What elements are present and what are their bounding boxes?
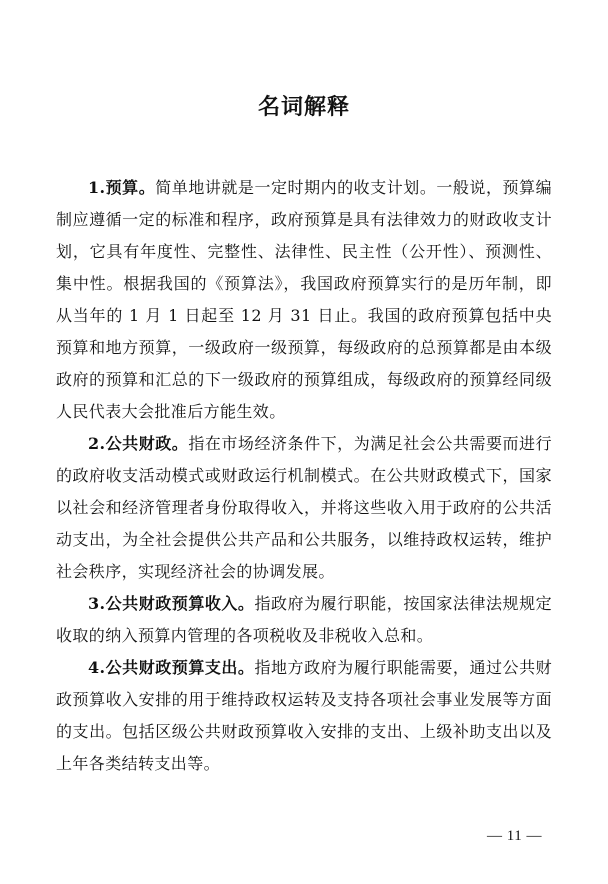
glossary-entry-budget: [56, 172, 552, 428]
entry-term: 2.公共财政。: [88, 434, 189, 453]
glossary-entry-public-budget-revenue: [56, 588, 552, 652]
page-number: — 11 —: [487, 828, 542, 844]
glossary-entries: [56, 172, 552, 780]
entry-body: 指政府为履行职能，按国家法律法规规定收取的纳入预算内管理的各项税收及非税收入总和。: [56, 594, 553, 645]
glossary-entry-public-budget-expenditure: [56, 652, 552, 780]
entry-term: 1.预算。: [88, 178, 156, 197]
entry-term: 4.公共财政预算支出。: [88, 658, 255, 677]
entry-body: 指地方政府为履行职能需要，通过公共财政预算收入安排的用于维持政权运转及支持各项社会事业发展等方面的支出。包括区级公共财政预算收入安排的支出、上级补助支出以及上年各类结转支出等。: [56, 658, 553, 773]
entry-body: 简单地讲就是一定时期内的收支计划。一般说，预算编制应遵循一定的标准和程序，政府预算是具有法律效力的财政收支计划，它具有年度性、完整性、法律性、民主性（公开性）、预测性、集中性。根据我国的《预算法》，我国政府预算实行的是历年制，即从当年的 1 月 1 日起至 12 月 31 日止。我国的政府预算包括中央预算和地方预算，一级政府一级预算，每级政府的总预算都是由本级政府的预算和汇总的下一级政府的预算组成，每级政府的预算经同级人民代表大会批准后方能生效。: [56, 178, 552, 421]
entry-body: 指在市场经济条件下，为满足社会公共需要而进行的政府收支活动模式或财政运行机制模式。在公共财政模式下，国家以社会和经济管理者身份取得收入，并将这些收入用于政府的公共活动支出，为全社会提供公共产品和公共服务，以维持政权运转，维护社会秩序，实现经济社会的协调发展。: [56, 434, 552, 581]
glossary-entry-public-finance: [56, 428, 552, 588]
entry-term: 3.公共财政预算收入。: [88, 594, 255, 613]
page-title: 名词解释: [257, 94, 350, 120]
